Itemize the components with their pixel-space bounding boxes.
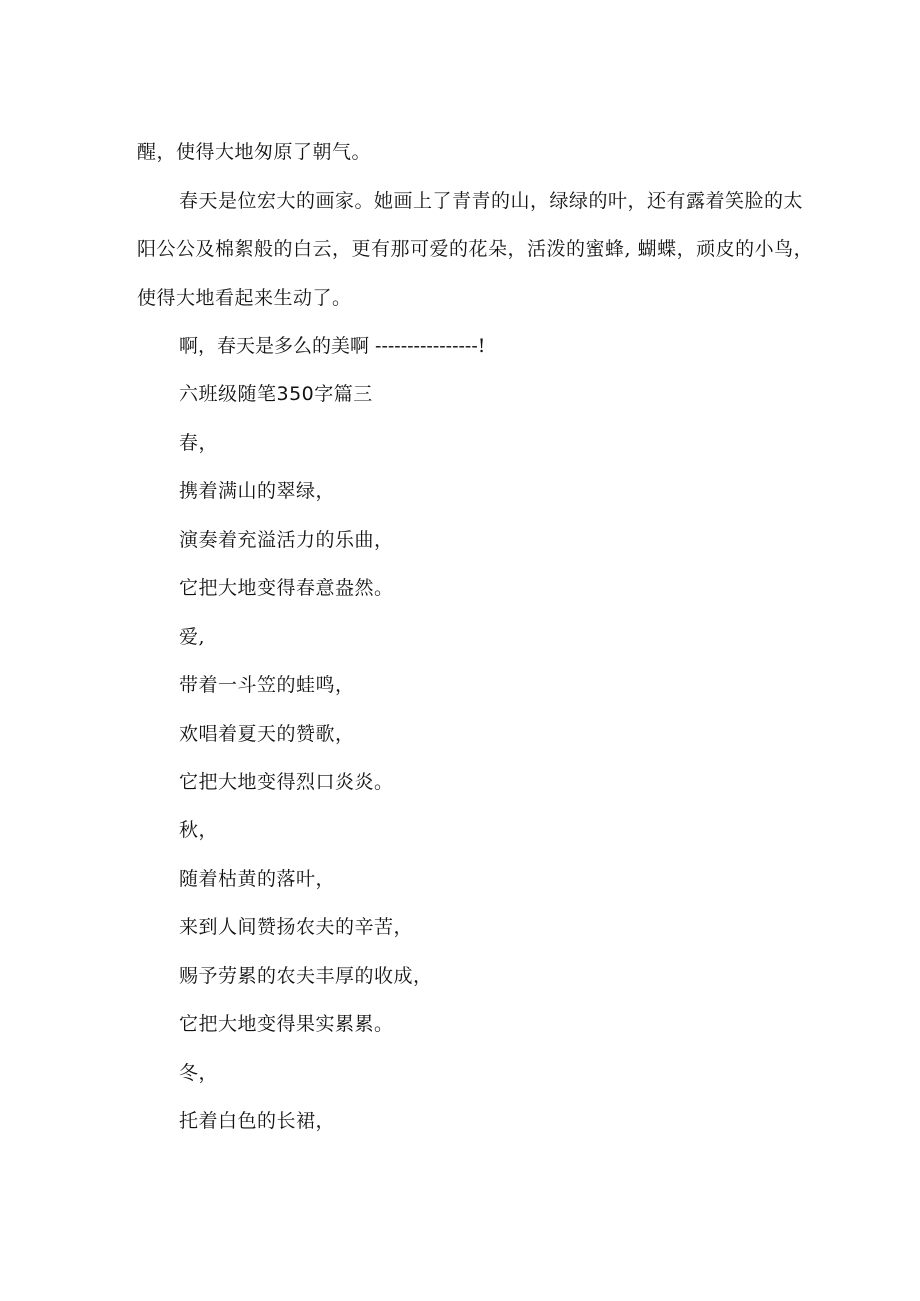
poem-line: 春， <box>179 432 219 454</box>
poem-line: 演奏着充溢活力的乐曲， <box>179 529 394 551</box>
poem-line: 来到人间赞扬农夫的辛苦， <box>179 916 414 938</box>
poem-line: 秋， <box>179 819 219 841</box>
poem-line: 它把大地变得春意盎然。 <box>179 577 394 599</box>
poem-line: 托着白色的长裙， <box>179 1110 336 1132</box>
poem-line: 赐予劳累的农夫丰厚的收成， <box>179 965 433 987</box>
poem-line: 它把大地变得果实累累。 <box>179 1013 394 1035</box>
poem-line: 携着满山的翠绿， <box>179 480 336 502</box>
section-heading: 六班级随笔350字篇三 <box>179 383 373 405</box>
poem-line: 冬， <box>179 1062 219 1084</box>
text-line: 啊，春天是多么的美啊 ----------------! <box>179 335 486 357</box>
text-line: 使得大地看起来生动了。 <box>137 287 352 309</box>
text-line: 阳公公及棉絮般的白云，更有那可爱的花朵，活泼的蜜蜂, 蝴蝶，顽皮的小鸟， <box>137 238 814 260</box>
text-line: 醒，使得大地匆原了朝气。 <box>137 141 372 163</box>
text-line: 春天是位宏大的画家。她画上了青青的山，绿绿的叶，还有露着笑脸的太 <box>179 190 804 212</box>
poem-line: 带着一斗笠的蛙鸣， <box>179 674 355 696</box>
poem-line: 爱, <box>179 626 206 648</box>
poem-line: 欢唱着夏天的赞歌， <box>179 723 355 745</box>
poem-line: 它把大地变得烈口炎炎。 <box>179 771 394 793</box>
poem-line: 随着枯黄的落叶， <box>179 868 336 890</box>
